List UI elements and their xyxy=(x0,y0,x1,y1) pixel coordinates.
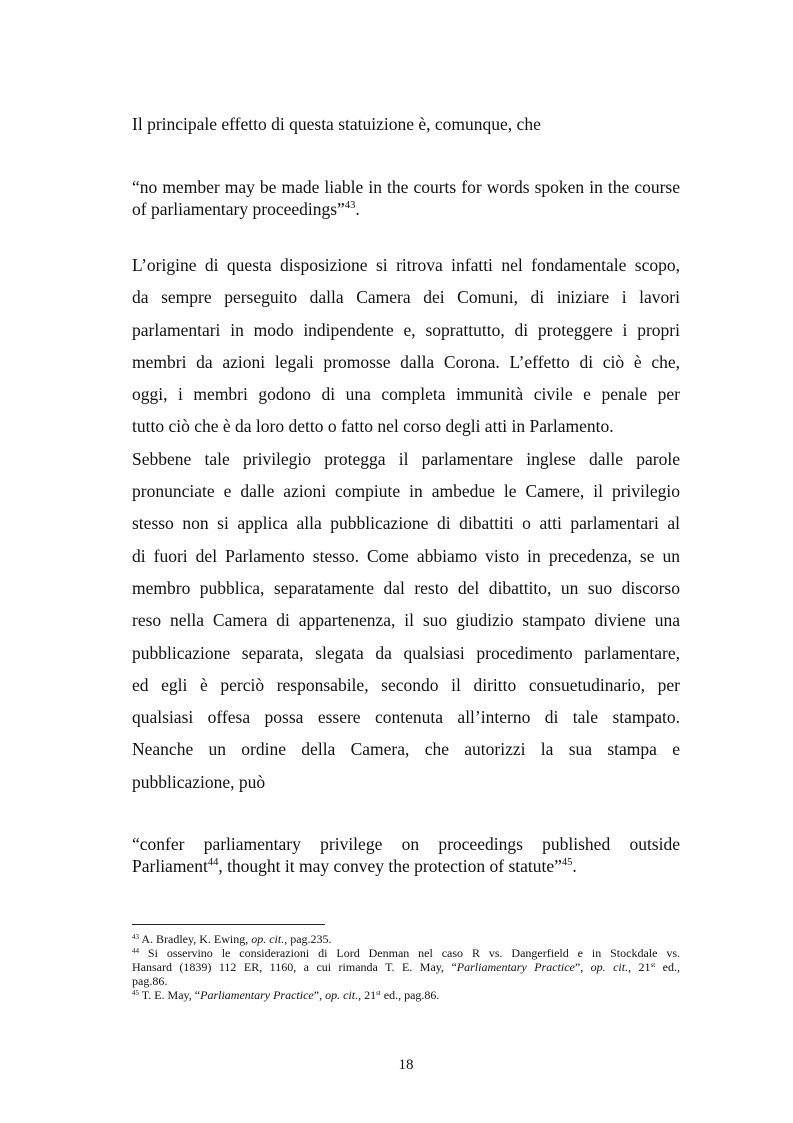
footnote-ref-44: 44 xyxy=(207,857,219,868)
body-line: pubblicazione, può xyxy=(132,771,266,792)
footnote-italic: op. cit. xyxy=(251,932,285,946)
body-line: membro pubblica, separatamente dal resto del dibattito, un suo discorso xyxy=(132,577,680,598)
body-line: L’origine di questa disposizione si ritrova infatti nel fondamentale scopo, xyxy=(132,255,680,275)
footnote-44-number: 44 xyxy=(132,947,139,955)
quotation-1 xyxy=(132,176,680,220)
footnote-45 xyxy=(132,988,680,1002)
footnote-text: , pag.235. xyxy=(284,932,332,946)
quotation-2 xyxy=(132,833,680,877)
quotation-2-line-2 xyxy=(132,855,680,877)
footnote-italic: Parliamentary Practice xyxy=(200,988,314,1002)
body-line: parlamentari in modo indipendente e, soprattutto, di proteggere i propri xyxy=(132,319,680,340)
footnote-text: , 21 xyxy=(358,988,377,1002)
footnote-text: ed., pag.86. xyxy=(380,988,440,1002)
footnote-44-line-1 xyxy=(132,946,680,960)
footnote-44-line-3: pag.86. xyxy=(132,974,168,988)
footnote-ordinal: st xyxy=(650,961,656,969)
body-line: oggi, i membri godono di una completa immunità civile e penale per xyxy=(132,384,680,405)
body-line: Neanche un ordine della Camera, che autorizzi la sua stampa e xyxy=(132,739,680,760)
quotation-2-line-1: “confer parliamentary privilege on proceedings published outside xyxy=(132,834,680,854)
footnote-text: ed., xyxy=(655,960,681,974)
body-line: Sebbene tale privilegio protegga il parlamentare inglese dalle parole xyxy=(132,448,680,469)
footnote-45-number: 45 xyxy=(132,989,139,997)
body-line: stesso non si applica alla pubblicazione di dibattiti o atti parlamentari al xyxy=(132,513,680,534)
quotation-2-text-a: Parliament xyxy=(132,856,208,876)
footnote-44 xyxy=(132,946,680,988)
body-line: membri da azioni legali promosse dalla Corona. L’effetto di ciò è che, xyxy=(132,351,680,372)
page-number: 18 xyxy=(398,1057,414,1073)
footnote-text: Hansard (1839) 112 ER, 1160, a cui rimanda T. E. May, “ xyxy=(132,960,457,974)
footnote-text: , 21 xyxy=(628,960,651,974)
body-line: da sempre perseguito dalla Camera dei Comuni, di iniziare i lavori xyxy=(132,287,680,308)
footnote-text: A. Bradley, K. Ewing, xyxy=(139,932,252,946)
body-line: ed egli è perciò responsabile, secondo il diritto consuetudinario, per xyxy=(132,674,680,695)
body-line: pubblicazione separata, slegata da qualsiasi procedimento parlamentare, xyxy=(132,642,680,663)
footnote-45-line xyxy=(132,988,680,1002)
quotation-1-period: . xyxy=(355,199,360,219)
footnotes xyxy=(132,932,680,1002)
footnote-43 xyxy=(132,932,680,946)
quotation-2-text-b: , thought it may convey the protection of statute” xyxy=(218,856,562,876)
footnote-italic: op. cit. xyxy=(325,988,359,1002)
footnote-ref-43: 43 xyxy=(344,200,356,211)
body-paragraph xyxy=(132,249,680,798)
body-line: pronunciate e dalle azioni compiute in ambedue le Camere, il privilegio xyxy=(132,481,680,502)
body-line: tutto ciò che è da loro detto o fatto nel corso degli atti in Parlamento. xyxy=(132,416,614,437)
footnote-43-number: 43 xyxy=(132,933,139,941)
footnote-italic: Parliamentary Practice xyxy=(456,960,575,974)
body-line: qualsiasi offesa possa essere contenuta all’interno di tale stampato. xyxy=(132,707,680,728)
footnote-text: ”, xyxy=(574,960,591,974)
footnote-43-line xyxy=(132,932,680,946)
footnote-text: Si osservino le considerazioni di Lord Denman nel caso R vs. Dangerfield e in Stockdale vs. xyxy=(139,946,680,960)
footnote-text: T. E. May, “ xyxy=(139,988,201,1002)
quotation-1-text: “no member may be made liable in the courts for words spoken in the course of parliamentary proceedings” xyxy=(132,177,680,219)
footnote-separator xyxy=(132,924,325,925)
footnote-text: ”, xyxy=(313,988,326,1002)
footnote-44-line-2 xyxy=(132,960,680,974)
footnote-ref-45: 45 xyxy=(561,857,573,868)
body-line: di fuori del Parlamento stesso. Come abbiamo visto in precedenza, se un xyxy=(132,545,680,566)
intro-paragraph: Il principale effetto di questa statuizione è, comunque, che xyxy=(132,114,541,134)
footnote-italic: op. cit. xyxy=(590,960,629,974)
body-line: reso nella Camera di appartenenza, il suo giudizio stampato diviene una xyxy=(132,610,680,631)
footnote-ordinal: st xyxy=(376,989,381,997)
quotation-2-period: . xyxy=(572,856,577,876)
